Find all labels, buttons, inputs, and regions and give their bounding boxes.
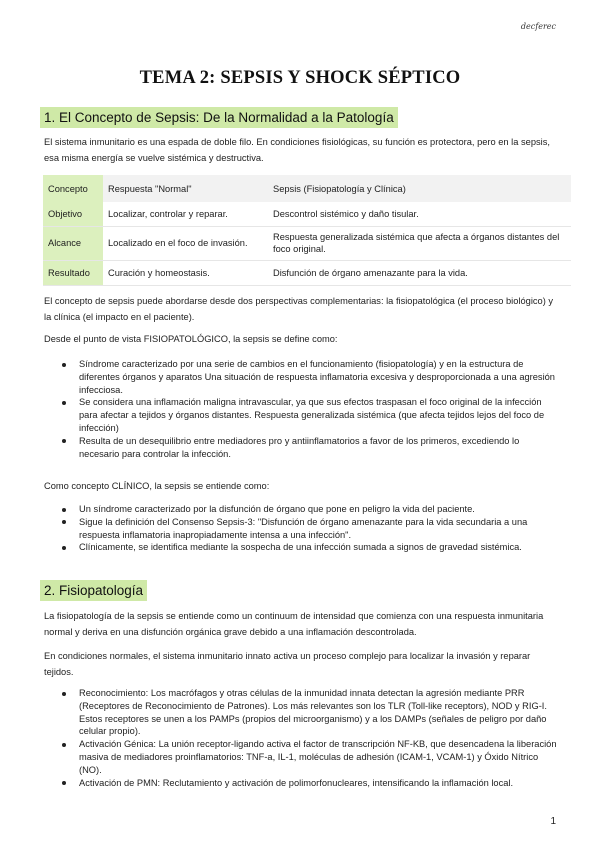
- section-1-para-3: Desde el punto de vista FISIOPATOLÓGICO, la sepsis se define como:: [44, 334, 338, 344]
- list-item: [60, 435, 560, 461]
- table-cell: Alcance: [43, 226, 103, 260]
- section-2-para-2: En condiciones normales, el sistema inmunitario innato activa un proceso complejo para localizar la invasión y reparar tejidos.: [44, 651, 531, 677]
- bullet-icon: [62, 546, 66, 550]
- bullet-icon: [62, 520, 66, 524]
- table-cell: Localizar, controlar y reparar.: [103, 202, 268, 226]
- bullet-icon: [62, 692, 66, 696]
- table-header-cell: Sepsis (Fisiopatología y Clínica): [268, 175, 571, 202]
- list-item-text: Se considera una inflamación maligna intravascular, ya que sus efectos traspasan el foco original de la infección para afectar a tejidos y órganos distantes. Respuesta generalizada sistémica (que afecta tejidos lejos del foco de infección): [79, 397, 545, 433]
- list-item-text: Resulta de un desequilibrio entre mediadores pro y antiinflamatorios a favor de los primeros, excediendo lo necesario para controlar la infección.: [79, 435, 520, 459]
- list-item-text: Clínicamente, se identifica mediante la sospecha de una infección sumada a signos de gravedad sistémica.: [79, 542, 522, 553]
- list-item-text: Activación Génica: La unión receptor-ligando activa el factor de transcripción NF-KB, que desencadena la liberación masiva de mediadores proinflamatorios: TNF-a, IL-1, moléculas de adhesión (ICAM-1, VCAM-1) y Óxido Nítrico (NO).: [79, 739, 557, 775]
- watermark: decferec: [520, 22, 556, 31]
- section-2-para-1: La fisiopatología de la sepsis se entiende como un continuum de intensidad que comienza con una respuesta inmunitaria normal y deriva en una disfunción orgánica grave debido a una inflamación descontrolada.: [44, 611, 544, 637]
- table-header-row: [43, 175, 571, 202]
- list-item-text: Síndrome caracterizado por una serie de cambios en el funcionamiento (fisiopatología) y en la estructura de diferentes órganos y aparatos Una situación de respuesta inflamatoria excesiva y desproporcionada a una agresión infecciosa.: [79, 359, 555, 395]
- list-item: [60, 396, 560, 434]
- table-header-cell: Respuesta "Normal": [103, 175, 268, 202]
- list-item-text: Un síndrome caracterizado por la disfunción de órgano que pone en peligro la vida del paciente.: [79, 504, 475, 514]
- page-number: 1: [550, 816, 556, 827]
- list-item: [60, 687, 560, 738]
- list-item-text: Activación de PMN: Reclutamiento y activación de polimorfonucleares, intensificando la inflamación local.: [79, 777, 514, 788]
- page-title: TEMA 2: SEPSIS Y SHOCK SÉPTICO: [139, 68, 461, 88]
- table-cell: Descontrol sistémico y daño tisular.: [268, 202, 571, 226]
- table-row: [43, 202, 571, 226]
- list-item: [60, 738, 560, 776]
- list-item: [60, 541, 560, 554]
- list-item-text: Reconocimiento: Los macrófagos y otras células de la inmunidad innata detectan la agresión mediante PRR (Receptores de Reconocimiento de Patrones). Los más relevantes son los TLR (Toll-like receptors), NOD y RIG-I. Estos receptores se unen a los PAMPs (propios del microorganismo) y a los DAMPs (señales de peligro por daño celular propio).: [79, 688, 547, 737]
- section-1-intro: El sistema inmunitario es una espada de doble filo. En condiciones fisiológicas, su función es protectora, pero en la sepsis, esa misma energía se vuelve sistémica y destructiva.: [44, 137, 550, 163]
- section-1-para-2: El concepto de sepsis puede abordarse desde dos perspectivas complementarias: la fisiopatológica (el proceso biológico) y la clínica (el impacto en el paciente).: [44, 296, 554, 322]
- list-item-text: Sigue la definición del Consenso Sepsis-3: "Disfunción de órgano amenazante para la vida secundaria a una respuesta inflamatoria inapropiadamente intensa a una infección".: [79, 516, 528, 540]
- bullet-icon: [62, 439, 66, 443]
- section-2-heading: 2. Fisiopatología: [40, 580, 147, 601]
- comparison-table: [43, 175, 571, 286]
- table-cell: Resultado: [43, 260, 103, 285]
- table-row: [43, 226, 571, 260]
- section-1-para-4: Como concepto CLÍNICO, la sepsis se entiende como:: [44, 481, 270, 491]
- bullet-icon: [62, 363, 66, 367]
- section-1-heading: 1. El Concepto de Sepsis: De la Normalidad a la Patología: [40, 107, 398, 128]
- table-cell: Curación y homeostasis.: [103, 260, 268, 285]
- table-cell: Respuesta generalizada sistémica que afecta a órganos distantes del foco original.: [268, 226, 571, 260]
- list-item: [60, 516, 560, 542]
- table-row: [43, 260, 571, 285]
- list-item: [60, 777, 560, 790]
- fisiopatologia-list: [60, 687, 560, 789]
- bullet-icon: [62, 743, 66, 747]
- bullet-icon: [62, 781, 66, 785]
- list-item: [60, 503, 560, 516]
- table-cell: Objetivo: [43, 202, 103, 226]
- fisiopatologico-list: [60, 358, 560, 460]
- clinico-list: [60, 503, 560, 554]
- bullet-icon: [62, 508, 66, 512]
- table-cell: Disfunción de órgano amenazante para la vida.: [268, 260, 571, 285]
- table-header-cell: Concepto: [43, 175, 103, 202]
- list-item: [60, 358, 560, 396]
- table-cell: Localizado en el foco de invasión.: [103, 226, 268, 260]
- bullet-icon: [62, 401, 66, 405]
